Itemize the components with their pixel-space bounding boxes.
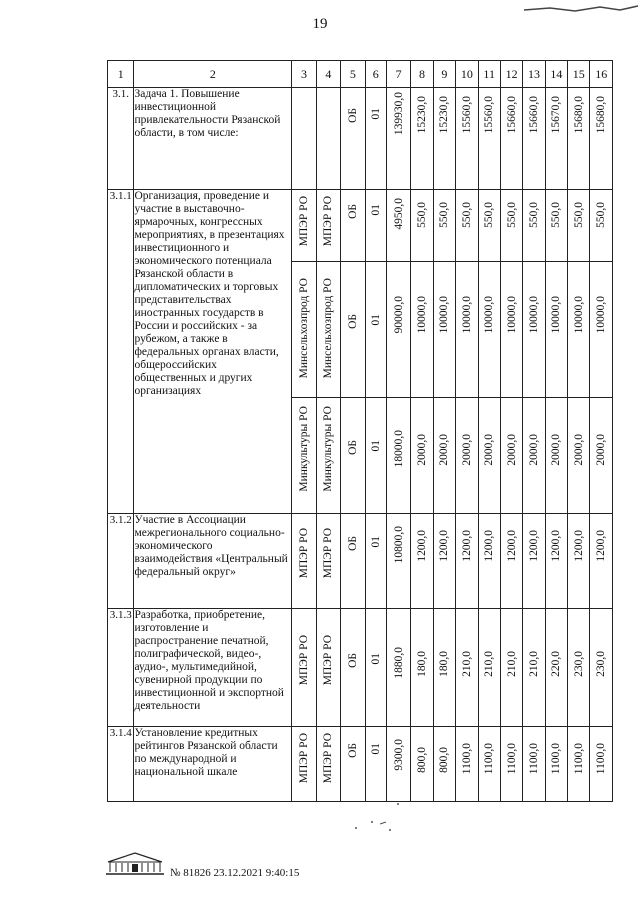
source-code-cell [365, 262, 386, 398]
year-value: 1100,0 [460, 743, 473, 775]
value-cell [411, 262, 433, 398]
source-code: 01 [369, 440, 382, 452]
value-cell [386, 398, 410, 514]
year-value: 210,0 [527, 651, 540, 677]
year-value: 1200,0 [550, 530, 563, 562]
executor-cell [292, 398, 316, 514]
year-value: 15660,0 [505, 96, 518, 134]
header-cell: 5 [341, 61, 365, 88]
value-cell [386, 190, 410, 262]
year-value: 1200,0 [572, 530, 585, 562]
executor: Минсельхозпрод РО [297, 278, 310, 379]
source-code: 01 [369, 536, 382, 548]
year-value: 1200,0 [527, 530, 540, 562]
value-cell [411, 190, 433, 262]
value-cell [386, 514, 410, 609]
value-cell [545, 514, 567, 609]
year-value: 1100,0 [527, 743, 540, 775]
year-value: 800,0 [416, 747, 429, 773]
year-value: 210,0 [505, 651, 518, 677]
year-value: 15660,0 [527, 96, 540, 134]
header-cell: 10 [456, 61, 478, 88]
value-cell [523, 609, 545, 727]
year-value: 15680,0 [572, 96, 585, 134]
table-row-task-3-1 [108, 88, 613, 190]
year-value: 10000,0 [550, 296, 563, 334]
value-cell [545, 727, 567, 802]
source-code: 01 [369, 653, 382, 665]
header-cell: 2 [134, 61, 292, 88]
value-cell [590, 398, 613, 514]
row-description: Задача 1. Повышение инвестиционной привлекательности Рязанской области, в том числе: [134, 88, 292, 190]
year-value: 1100,0 [483, 743, 496, 775]
value-cell [500, 609, 522, 727]
year-value: 1200,0 [460, 530, 473, 562]
value-cell [433, 262, 455, 398]
header-cell: 14 [545, 61, 567, 88]
funding-source-cell [341, 190, 365, 262]
funding-source: ОБ [346, 653, 359, 668]
header-cell: 15 [568, 61, 590, 88]
funding-source: ОБ [346, 108, 359, 123]
value-cell [386, 88, 410, 190]
year-value: 550,0 [505, 202, 518, 228]
executor: МПЭР РО [297, 635, 310, 686]
year-value: 15680,0 [595, 96, 608, 134]
executor: Минкультуры РО [297, 406, 310, 492]
year-value: 2000,0 [460, 434, 473, 466]
year-value: 550,0 [460, 202, 473, 228]
total-value: 18000,0 [392, 430, 405, 468]
co-executor: МПЭР РО [322, 635, 335, 686]
value-cell [411, 727, 433, 802]
coexecutor-cell [316, 262, 340, 398]
executor-cell [292, 514, 316, 609]
header-cell: 13 [523, 61, 545, 88]
value-cell [523, 398, 545, 514]
value-cell [523, 190, 545, 262]
co-executor: Минсельхозпрод РО [322, 278, 335, 379]
year-value: 10000,0 [527, 296, 540, 334]
year-value: 210,0 [483, 651, 496, 677]
value-cell [456, 398, 478, 514]
value-cell [500, 514, 522, 609]
value-cell [590, 88, 613, 190]
year-value: 10000,0 [505, 296, 518, 334]
value-cell [545, 609, 567, 727]
header-cell: 1 [108, 61, 134, 88]
year-value: 550,0 [438, 202, 451, 228]
funding-source: ОБ [346, 314, 359, 329]
value-cell [433, 398, 455, 514]
co-executor: Минкультуры РО [322, 406, 335, 492]
funding-source-cell [341, 398, 365, 514]
executor-cell [292, 727, 316, 802]
value-cell [500, 88, 522, 190]
value-cell [386, 262, 410, 398]
value-cell [500, 190, 522, 262]
funding-source: ОБ [346, 204, 359, 219]
value-cell [568, 398, 590, 514]
source-code-cell [365, 190, 386, 262]
co-executor: МПЭР РО [322, 196, 335, 247]
year-value: 2000,0 [505, 434, 518, 466]
value-cell [523, 88, 545, 190]
year-value: 10000,0 [595, 296, 608, 334]
value-cell [568, 88, 590, 190]
value-cell [456, 514, 478, 609]
co-executor: МПЭР РО [322, 528, 335, 579]
year-value: 220,0 [550, 651, 563, 677]
value-cell [545, 88, 567, 190]
value-cell [545, 190, 567, 262]
executor-cell [292, 262, 316, 398]
year-value: 15560,0 [483, 96, 496, 134]
value-cell [433, 514, 455, 609]
header-cell: 7 [386, 61, 410, 88]
total-value: 90000,0 [392, 296, 405, 334]
source-code: 01 [369, 314, 382, 326]
value-cell [568, 190, 590, 262]
value-cell [500, 262, 522, 398]
value-cell [478, 398, 500, 514]
year-value: 2000,0 [550, 434, 563, 466]
funding-source-cell [341, 88, 365, 190]
scan-artifact-dots [350, 800, 410, 840]
year-value: 1100,0 [595, 743, 608, 775]
year-value: 2000,0 [483, 434, 496, 466]
year-value: 230,0 [572, 651, 585, 677]
value-cell [386, 609, 410, 727]
year-value: 550,0 [572, 202, 585, 228]
executor-cell [292, 609, 316, 727]
value-cell [568, 609, 590, 727]
empty-cell [316, 88, 340, 190]
header-cell: 8 [411, 61, 433, 88]
year-value: 2000,0 [438, 434, 451, 466]
value-cell [590, 609, 613, 727]
year-value: 15670,0 [550, 96, 563, 134]
value-cell [478, 609, 500, 727]
row-description: Установление кредитных рейтингов Рязанской области по международной и национальной шкале [134, 727, 292, 802]
funding-source: ОБ [346, 536, 359, 551]
year-value: 210,0 [460, 651, 473, 677]
source-code-cell [365, 88, 386, 190]
value-cell [433, 609, 455, 727]
funding-source: ОБ [346, 440, 359, 455]
value-cell [411, 88, 433, 190]
value-cell [433, 88, 455, 190]
header-cell: 4 [316, 61, 340, 88]
row-code: 3.1.4 [108, 727, 134, 802]
year-value: 1200,0 [505, 530, 518, 562]
funding-source-cell [341, 514, 365, 609]
table-row-3-1-3 [108, 609, 613, 727]
budget-table [107, 60, 613, 802]
value-cell [456, 727, 478, 802]
value-cell [478, 190, 500, 262]
source-code-cell [365, 398, 386, 514]
funding-source: ОБ [346, 743, 359, 758]
header-cell: 11 [478, 61, 500, 88]
year-value: 1200,0 [416, 530, 429, 562]
year-value: 180,0 [416, 651, 429, 677]
value-cell [590, 262, 613, 398]
year-value: 2000,0 [595, 434, 608, 466]
header-cell: 3 [292, 61, 316, 88]
year-value: 10000,0 [416, 296, 429, 334]
value-cell [478, 514, 500, 609]
year-value: 15230,0 [416, 96, 429, 134]
year-value: 230,0 [595, 651, 608, 677]
row-description: Разработка, приобретение, изготовление и распространение печатной, полиграфической, видео-, аудио-, мультимедийной, сувенирной продукции по инвестиционной и экспортной деятельности [134, 609, 292, 727]
source-code-cell [365, 727, 386, 802]
year-value: 2000,0 [527, 434, 540, 466]
value-cell [386, 727, 410, 802]
year-value: 1200,0 [595, 530, 608, 562]
empty-cell [292, 88, 316, 190]
value-cell [456, 88, 478, 190]
registry-seal-icon [104, 850, 166, 876]
row-code: 3.1.2 [108, 514, 134, 609]
year-value: 550,0 [416, 202, 429, 228]
year-value: 180,0 [438, 651, 451, 677]
coexecutor-cell [316, 398, 340, 514]
coexecutor-cell [316, 190, 340, 262]
year-value: 550,0 [527, 202, 540, 228]
value-cell [523, 727, 545, 802]
executor-cell [292, 190, 316, 262]
year-value: 2000,0 [572, 434, 585, 466]
source-code: 01 [369, 743, 382, 755]
year-value: 800,0 [438, 747, 451, 773]
header-cell: 9 [433, 61, 455, 88]
value-cell [568, 727, 590, 802]
year-value: 2000,0 [416, 434, 429, 466]
funding-source-cell [341, 262, 365, 398]
year-value: 10000,0 [483, 296, 496, 334]
value-cell [590, 727, 613, 802]
value-cell [433, 727, 455, 802]
total-value: 4950,0 [392, 198, 405, 230]
table-row-3-1-1-a [108, 190, 613, 262]
row-code: 3.1.1 [108, 190, 134, 514]
value-cell [590, 190, 613, 262]
value-cell [411, 514, 433, 609]
row-description: Участие в Ассоциации межрегионального социально-экономического взаимодействия «Центральный федеральный округ» [134, 514, 292, 609]
total-value: 9300,0 [392, 739, 405, 771]
header-cell: 12 [500, 61, 522, 88]
value-cell [545, 262, 567, 398]
page-number: 19 [312, 16, 328, 32]
funding-source-cell [341, 609, 365, 727]
table-row-3-1-4 [108, 727, 613, 802]
executor: МПЭР РО [297, 196, 310, 247]
value-cell [568, 262, 590, 398]
funding-source-cell [341, 727, 365, 802]
value-cell [411, 398, 433, 514]
year-value: 10000,0 [460, 296, 473, 334]
source-code: 01 [369, 204, 382, 216]
total-value: 10800,0 [392, 526, 405, 564]
row-description: Организация, проведение и участие в выставочно-ярмарочных, конгрессных мероприятиях, в презентациях инвестиционного и экономического потенциала Рязанской области в дипломатических и торговых представительствах иностранных государств в России и российских - за рубежом, а также в федеральных органах власти, общероссийских общественных и других организациях [134, 190, 292, 514]
value-cell [590, 514, 613, 609]
year-value: 1200,0 [483, 530, 496, 562]
value-cell [478, 88, 500, 190]
source-code: 01 [369, 108, 382, 120]
year-value: 1200,0 [438, 530, 451, 562]
coexecutor-cell [316, 609, 340, 727]
executor: МПЭР РО [297, 528, 310, 579]
year-value: 1100,0 [572, 743, 585, 775]
year-value: 15560,0 [460, 96, 473, 134]
registration-stamp: № 81826 23.12.2021 9:40:15 [170, 867, 300, 879]
value-cell [433, 190, 455, 262]
row-code: 3.1.3 [108, 609, 134, 727]
source-code-cell [365, 609, 386, 727]
header-row [108, 61, 613, 88]
value-cell [456, 262, 478, 398]
value-cell [568, 514, 590, 609]
year-value: 10000,0 [572, 296, 585, 334]
year-value: 15230,0 [438, 96, 451, 134]
row-code: 3.1. [108, 88, 134, 190]
total-value: 139930,0 [392, 92, 405, 136]
value-cell [500, 398, 522, 514]
co-executor: МПЭР РО [322, 733, 335, 784]
coexecutor-cell [316, 727, 340, 802]
year-value: 1100,0 [550, 743, 563, 775]
year-value: 550,0 [550, 202, 563, 228]
year-value: 10000,0 [438, 296, 451, 334]
coexecutor-cell [316, 514, 340, 609]
header-cell: 16 [590, 61, 613, 88]
value-cell [523, 262, 545, 398]
value-cell [500, 727, 522, 802]
value-cell [456, 609, 478, 727]
table-row-3-1-2 [108, 514, 613, 609]
year-value: 1100,0 [505, 743, 518, 775]
header-cell: 6 [365, 61, 386, 88]
source-code-cell [365, 514, 386, 609]
value-cell [478, 262, 500, 398]
value-cell [456, 190, 478, 262]
value-cell [478, 727, 500, 802]
year-value: 550,0 [595, 202, 608, 228]
executor: МПЭР РО [297, 733, 310, 784]
total-value: 1880,0 [392, 647, 405, 679]
scan-artifact-top-right [520, 2, 640, 16]
year-value: 550,0 [483, 202, 496, 228]
value-cell [545, 398, 567, 514]
value-cell [523, 514, 545, 609]
value-cell [411, 609, 433, 727]
